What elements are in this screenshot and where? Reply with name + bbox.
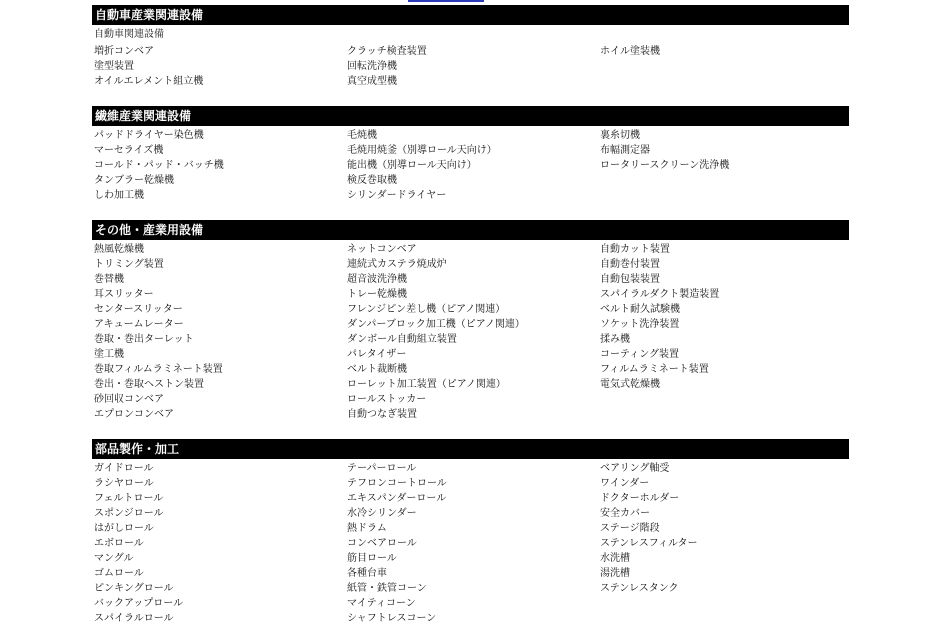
equipment-item-link[interactable]: 砂回収コンベア <box>94 394 164 405</box>
empty-cell <box>598 407 849 422</box>
empty-cell <box>598 188 849 203</box>
equipment-item-link[interactable]: スポンジロール <box>94 508 164 519</box>
item-grid <box>92 461 849 626</box>
equipment-item-link[interactable]: 連続式カステラ焼成炉 <box>347 259 447 270</box>
equipment-item-link[interactable]: パレタイザー <box>347 349 407 360</box>
equipment-item-link[interactable]: 水冷シリンダー <box>347 508 417 519</box>
equipment-item-link[interactable]: 検反巻取機 <box>347 175 397 186</box>
section-title: 自動車産業関連設備 <box>92 5 849 25</box>
equipment-item-link[interactable]: スパイラルロール <box>94 613 174 624</box>
empty-cell <box>598 74 849 89</box>
equipment-item-link[interactable]: 巻替機 <box>94 274 124 285</box>
section-title: 繊維産業関連設備 <box>92 106 849 126</box>
equipment-item-link[interactable]: ローレット加工装置（ピアノ関連） <box>347 379 506 390</box>
equipment-item-link[interactable]: ステンレスタンク <box>600 583 679 594</box>
equipment-item-link[interactable]: 巻取フィルムラミネート装置 <box>94 364 223 375</box>
equipment-item-link[interactable]: エプロンコンベア <box>94 409 174 420</box>
equipment-item-link[interactable]: 塗型装置 <box>94 61 134 72</box>
equipment-item-link[interactable]: ベルト裁断機 <box>347 364 407 375</box>
equipment-item-link[interactable]: コールド・パッド・バッチ機 <box>94 160 224 171</box>
empty-cell <box>598 596 849 611</box>
empty-cell <box>598 173 849 188</box>
equipment-item-link[interactable]: エボロール <box>94 538 144 549</box>
section-automotive <box>92 5 849 89</box>
equipment-item-link[interactable]: 筋目ロール <box>347 553 397 564</box>
empty-cell <box>598 59 849 74</box>
equipment-item-link[interactable]: スパイラルダクト製造装置 <box>600 289 720 300</box>
equipment-item-link[interactable]: ネットコンベア <box>347 244 417 255</box>
equipment-item-link[interactable]: ベアリング軸受 <box>600 463 670 474</box>
equipment-item-link[interactable]: パッドドライヤー染色機 <box>94 130 204 141</box>
equipment-item-link[interactable]: トレー乾燥機 <box>347 289 407 300</box>
equipment-item-link[interactable]: フェルトロール <box>94 493 164 504</box>
equipment-item-link[interactable]: ラシヤロール <box>94 478 154 489</box>
equipment-item-link[interactable]: 超音波洗浄機 <box>347 274 407 285</box>
equipment-item-link[interactable]: ロータリースクリーン洗浄機 <box>600 160 730 171</box>
equipment-item-link[interactable]: センタースリッター <box>94 304 183 315</box>
equipment-item-link[interactable]: はがしロール <box>94 523 154 534</box>
equipment-item-link[interactable]: 毛焼用焼釜（別導ロール天向け） <box>347 145 497 156</box>
equipment-item-link[interactable]: シリンダードライヤー <box>347 190 447 201</box>
section-title: 部品製作・加工 <box>92 439 849 459</box>
equipment-item-link[interactable]: タンブラー乾燥機 <box>94 175 174 186</box>
equipment-item-link[interactable]: シャフトレスコーン <box>347 613 437 624</box>
equipment-item-link[interactable]: ステンレスフィルター <box>600 538 698 549</box>
section-textile <box>92 106 849 203</box>
equipment-item-link[interactable]: 能出機（別導ロール天向け） <box>347 160 477 171</box>
equipment-item-link[interactable]: 自動包装装置 <box>600 274 660 285</box>
equipment-item-link[interactable]: 電気式乾燥機 <box>600 379 660 390</box>
equipment-item-link[interactable]: 安全カバー <box>600 508 650 519</box>
item-grid <box>92 44 849 89</box>
equipment-item-link[interactable]: 各種台車 <box>347 568 387 579</box>
equipment-item-link[interactable]: ベルト耐久試験機 <box>600 304 680 315</box>
section-other-industrial <box>92 220 849 422</box>
equipment-item-link[interactable]: 回転洗浄機 <box>347 61 397 72</box>
equipment-item-link[interactable]: 毛焼機 <box>347 130 377 141</box>
equipment-item-link[interactable]: 巻出・巻取ヘストン装置 <box>94 379 204 390</box>
equipment-item-link[interactable]: 布幅測定器 <box>600 145 650 156</box>
equipment-item-link[interactable]: コンベアロール <box>347 538 417 549</box>
equipment-item-link[interactable]: フレンジピン差し機（ピアノ関連） <box>347 304 506 315</box>
section-title: その他・産業用設備 <box>92 220 849 240</box>
item-grid <box>92 128 849 203</box>
equipment-item-link[interactable]: テーパーロール <box>347 463 417 474</box>
equipment-item-link[interactable]: アキュームレーター <box>94 319 184 330</box>
equipment-item-link[interactable]: ホイル塗装機 <box>600 46 660 57</box>
equipment-item-link[interactable]: オイルエレメント組立機 <box>94 76 204 87</box>
equipment-item-link[interactable]: 耳スリッター <box>94 289 154 300</box>
equipment-list <box>92 5 849 643</box>
equipment-item-link[interactable]: 自動巻付装置 <box>600 259 660 270</box>
equipment-item-link[interactable]: バックアップロール <box>94 598 184 609</box>
equipment-item-link[interactable]: ダンパーブロック加工機（ピアノ関連） <box>347 319 525 330</box>
equipment-item-link[interactable]: ガイドロール <box>94 463 154 474</box>
equipment-item-link[interactable]: ロールストッカー <box>347 394 427 405</box>
equipment-item-link[interactable]: マーセライズ機 <box>94 145 164 156</box>
equipment-item-link[interactable]: トリミング装置 <box>94 259 164 270</box>
equipment-item-link[interactable]: マイティコーン <box>347 598 416 609</box>
equipment-item-link[interactable]: 湯洗槽 <box>600 568 630 579</box>
equipment-item-link[interactable]: 自動カット装置 <box>600 244 670 255</box>
equipment-item-link[interactable]: 紙管・鉄管コーン <box>347 583 427 594</box>
equipment-item-link[interactable]: しわ加工機 <box>94 190 144 201</box>
equipment-item-link[interactable]: コーティング装置 <box>600 349 679 360</box>
equipment-item-link[interactable]: ピンキングロール <box>94 583 174 594</box>
equipment-item-link[interactable]: テフロンコートロール <box>347 478 447 489</box>
section-subtitle: 自動車関連設備 <box>94 29 164 40</box>
equipment-item-link[interactable]: ワインダー <box>600 478 650 489</box>
section-parts <box>92 439 849 626</box>
equipment-item-link[interactable]: ソケット洗浄装置 <box>600 319 680 330</box>
empty-cell <box>598 392 849 407</box>
top-link-underline[interactable] <box>408 0 484 2</box>
empty-cell <box>598 611 849 626</box>
equipment-item-link[interactable]: ステージ階段 <box>600 523 660 534</box>
equipment-item-link[interactable]: 真空成型機 <box>347 76 397 87</box>
equipment-item-link[interactable]: 自動つなぎ装置 <box>347 409 417 420</box>
item-grid <box>92 242 849 422</box>
equipment-item-link[interactable]: 熱ドラム <box>347 523 387 534</box>
equipment-item-link[interactable]: フィルムラミネート装置 <box>600 364 709 375</box>
equipment-item-link[interactable]: クラッチ検査装置 <box>347 46 427 57</box>
equipment-item-link[interactable]: エキスパンダーロール <box>347 493 447 504</box>
equipment-item-link[interactable]: 裏糸切機 <box>600 130 640 141</box>
equipment-item-link[interactable]: 揉み機 <box>600 334 630 345</box>
equipment-item-link[interactable]: ダンボール自動組立装置 <box>347 334 457 345</box>
equipment-item-link[interactable]: ゴムロール <box>94 568 144 579</box>
equipment-item-link[interactable]: 増折コンベア <box>94 46 154 57</box>
equipment-item-link[interactable]: 水洗槽 <box>600 553 630 564</box>
equipment-item-link[interactable]: 熱風乾燥機 <box>94 244 144 255</box>
equipment-item-link[interactable]: 巻取・巻出ターレット <box>94 334 194 345</box>
equipment-item-link[interactable]: マングル <box>94 553 134 564</box>
equipment-item-link[interactable]: ドクターホルダー <box>600 493 680 504</box>
equipment-item-link[interactable]: 塗工機 <box>94 349 124 360</box>
